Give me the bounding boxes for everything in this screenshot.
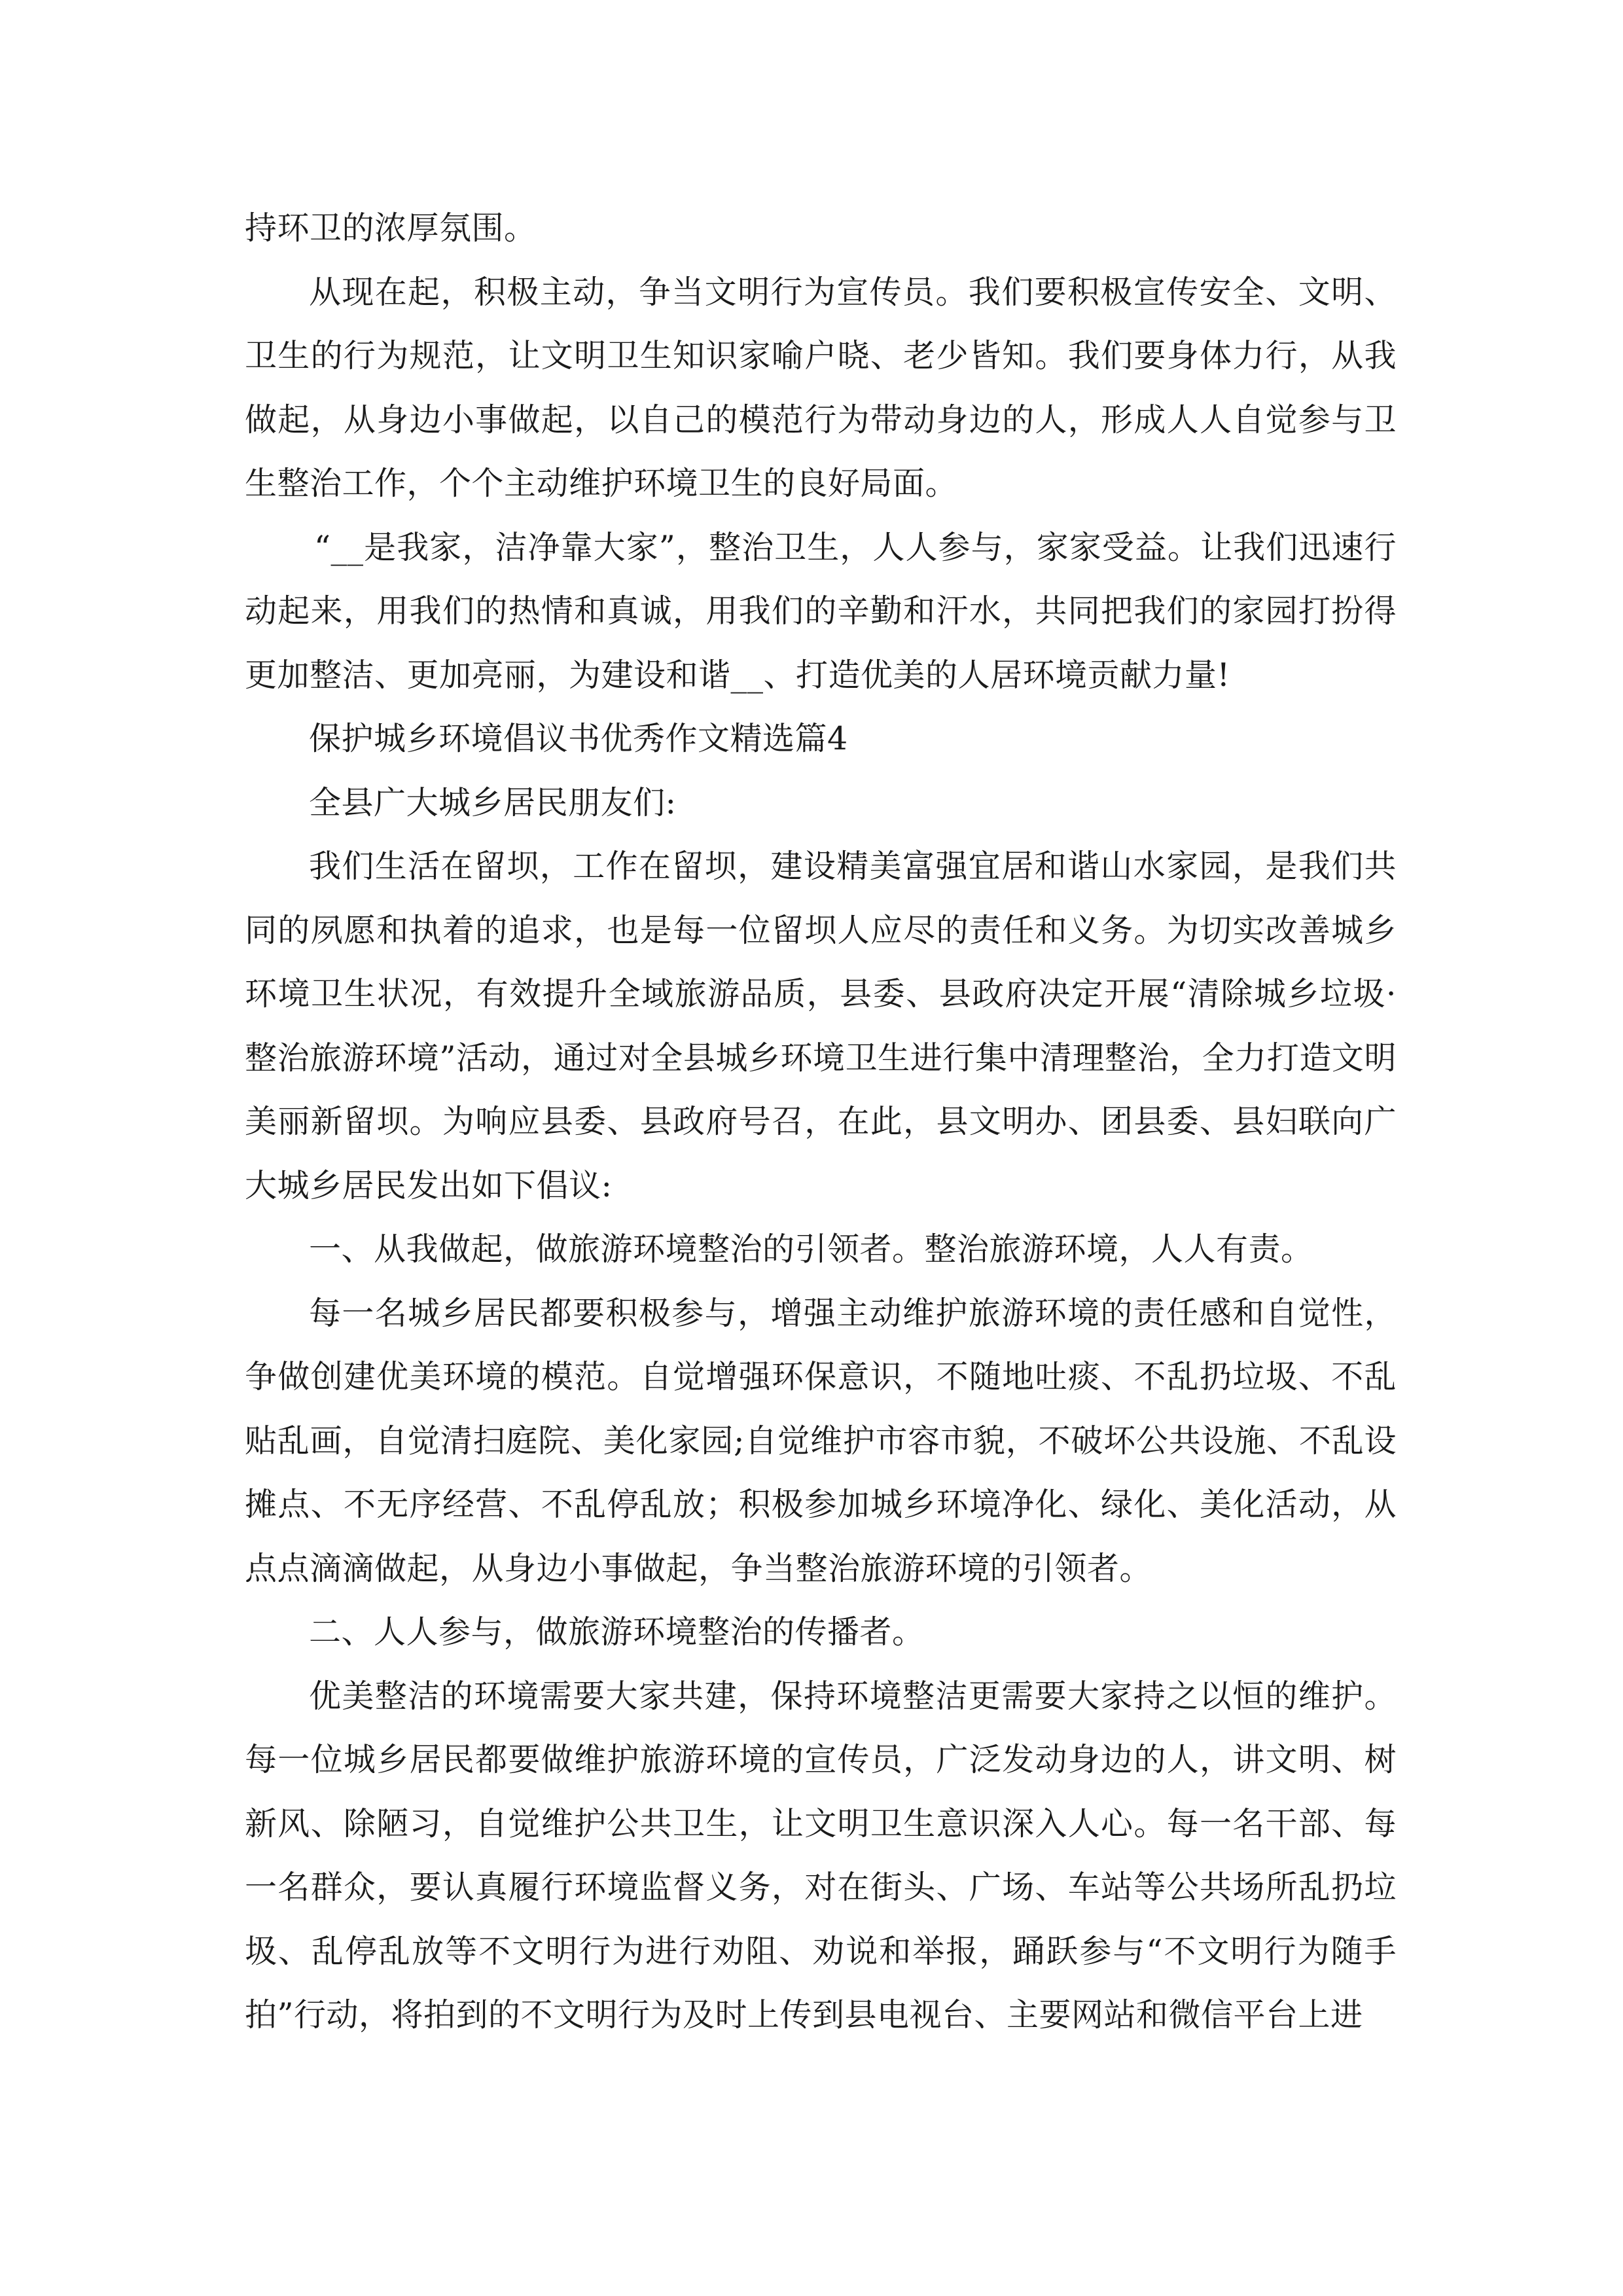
- document-body: [245, 196, 1397, 2047]
- paragraph: 一、从我做起，做旅游环境整治的引领者。整治旅游环境，人人有责。: [309, 1230, 1313, 1268]
- paragraph: 持环卫的浓厚氛围。: [245, 209, 537, 247]
- paragraph: 每一名城乡居民都要积极参与，增强主动维护旅游环境的责任感和自觉性，争做创建优美环境的模范。自觉增强环保意识，不随地吐痰、不乱扔垃圾、不乱贴乱画，自觉清扫庭院、美化家园;自觉维护市容市貌，不破坏公共设施、不乱设摊点、不无序经营、不乱停乱放；积极参加城乡环境净化、绿化、美化活动，从点点滴滴做起，从身边小事做起，争当整治旅游环境的引领者。: [245, 1294, 1397, 1587]
- paragraph: “__是我家，洁净靠大家”，整治卫生，人人参与，家家受益。让我们迅速行动起来，用我们的热情和真诚，用我们的辛勤和汗水，共同把我们的家园打扮得更加整洁、更加亮丽，为建设和谐__、打造优美的人居环境贡献力量!: [245, 528, 1397, 694]
- paragraph: 二、人人参与，做旅游环境整治的传播者。: [309, 1613, 925, 1651]
- paragraph: 我们生活在留坝，工作在留坝，建设精美富强宜居和谐山水家园，是我们共同的夙愿和执着的追求，也是每一位留坝人应尽的责任和义务。为切实改善城乡环境卫生状况，有效提升全域旅游品质，县委、县政府决定开展“清除城乡垃圾·整治旅游环境”活动，通过对全县城乡环境卫生进行集中清理整治，全力打造文明美丽新留坝。为响应县委、县政府号召，在此，县文明办、团县委、县妇联向广大城乡居民发出如下倡议:: [245, 848, 1397, 1204]
- paragraph: 优美整洁的环境需要大家共建，保持环境整洁更需要大家持之以恒的维护。每一位城乡居民都要做维护旅游环境的宣传员，广泛发动身边的人，讲文明、树新风、除陋习，自觉维护公共卫生，让文明卫生意识深入人心。每一名干部、每一名群众，要认真履行环境监督义务，对在街头、广场、车站等公共场所乱扔垃圾、乱停乱放等不文明行为进行劝阻、劝说和举报，踊跃参与“不文明行为随手拍”行动，将拍到的不文明行为及时上传到县电视台、主要网站和微信平台上进: [245, 1677, 1397, 2034]
- section-heading: 保护城乡环境倡议书优秀作文精选篇4: [309, 720, 848, 757]
- paragraph: 从现在起，积极主动，争当文明行为宣传员。我们要积极宣传安全、文明、卫生的行为规范，让文明卫生知识家喻户晓、老少皆知。我们要身体力行，从我做起，从身边小事做起，以自己的模范行为带动身边的人，形成人人自觉参与卫生整治工作，个个主动维护环境卫生的良好局面。: [245, 273, 1397, 502]
- salutation: 全县广大城乡居民朋友们:: [309, 783, 677, 821]
